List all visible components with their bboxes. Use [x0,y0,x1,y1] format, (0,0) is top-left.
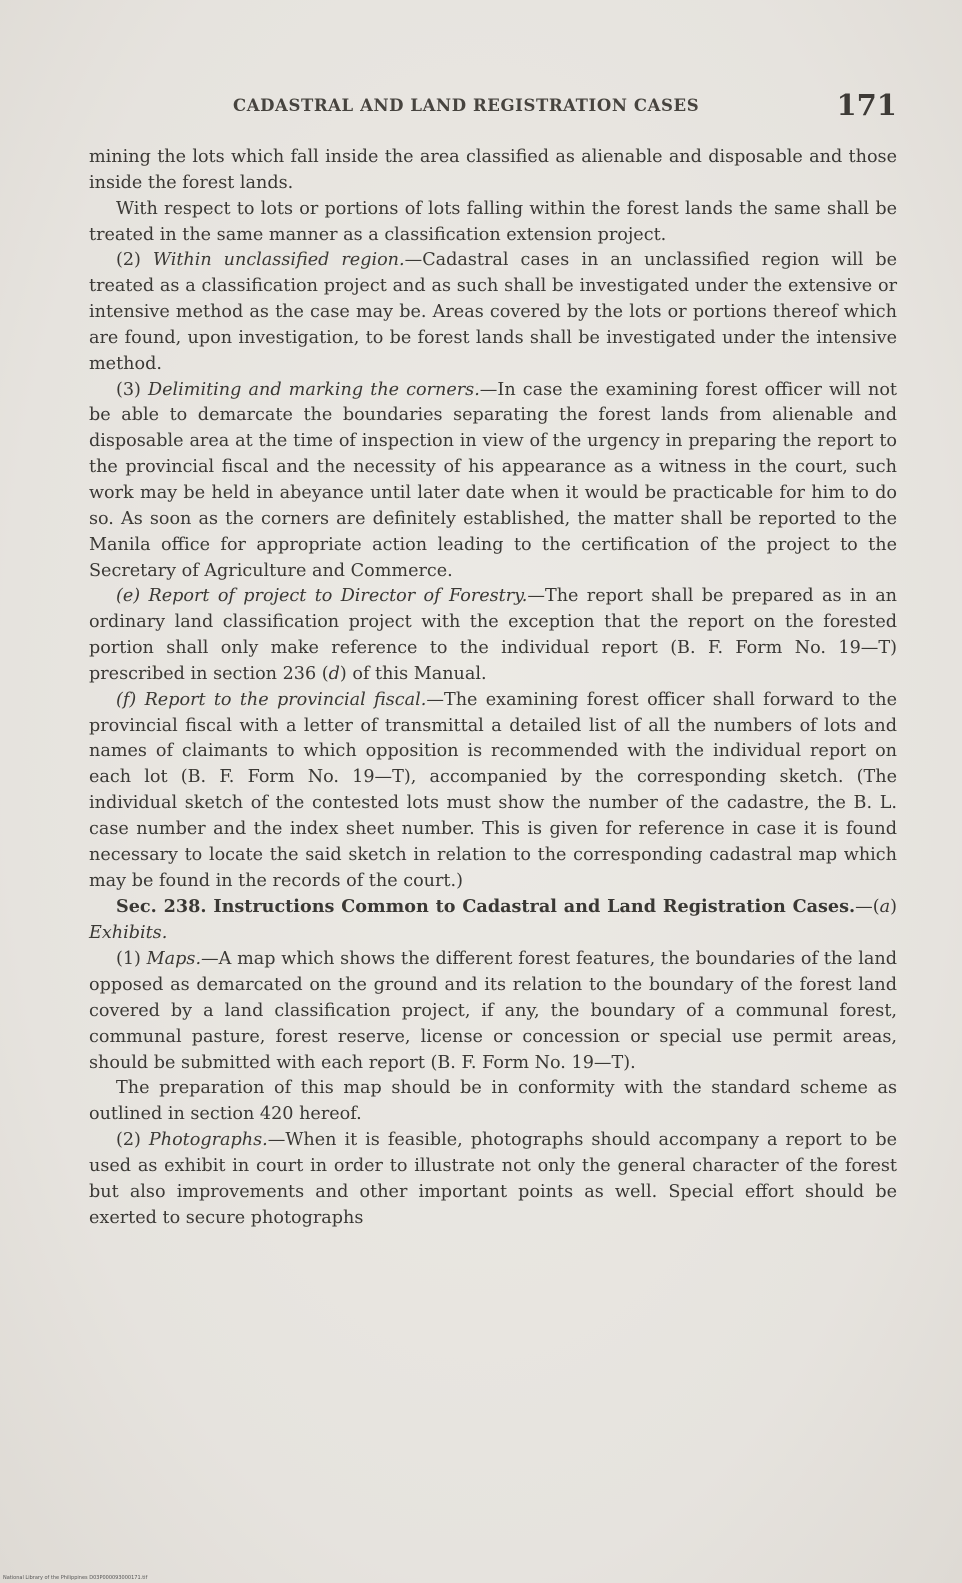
heading-report-fiscal: Report to the provincial fiscal. [144,689,427,710]
paragraph-report-fiscal: (f) Report to the provincial fiscal.—The examining forest officer shall forward to the provincial fiscal with a letter of transmittal a detailed list of all the numbers of lots and names of claimants to which opposition is recommended with the individual report on each lot (B. F. Form No. 19—T), accompanied by the corresponding sketch. (The individual sketch of the contested lots must show the number of the cadastre, the B. L. case number and the index sheet number. This is given for reference in case it is found necessary to locate the said sketch in relation to the corresponding cadastral map which may be found in the records of the court.) [89,689,898,891]
section-238-heading: Sec. 238. Instructions Common to Cadastral and Land Registration Cases.—(a) Exhibits. [89,896,897,944]
paragraph-delimiting-corners: (3) Delimiting and marking the corners.—In case the examining forest officer will not be able to demarcate the boundaries separating the forest lands from alienable and disposable area at the time of inspection in view of the urgency in preparing the report to the provincial fiscal and the necessity of his appearance as a witness in the court, such work may be held in abeyance until later date when it would be practicable for him to do so. As soon as the corners are definitely established, the matter shall be reported to the Manila office for appropriate action leading to the certification of the project to the Secretary of Agriculture and Commerce. [89,379,898,581]
paragraph-forest-lands: With respect to lots or portions of lots falling within the forest lands the same shall be treated in the same manner as a classification extension project. [89,198,897,245]
paragraph-map-preparation: The preparation of this map should be in conformity with the standard scheme as outlined in section 420 hereof. [89,1078,897,1125]
body-text [89,145,897,1231]
heading-photographs: Photographs. [148,1130,268,1151]
paragraph-continuation: mining the lots which fall inside the area classified as alienable and disposable and those inside the forest lands. [89,147,897,193]
scan-credit: National Library of the Philippines D03P000093000171.tif [3,1575,148,1581]
paragraph-photographs: (2) Photographs.—When it is feasible, photographs should accompany a report to be used as exhibit in court in order to illustrate not only the general character of the forest but also improvements and other important points as well. Special effort should be exerted to secure photographs [89,1130,898,1228]
heading-maps: Maps. [146,949,202,970]
paragraph-maps: (1) Maps.—A map which shows the different forest features, the boundaries of the land opposed as demarcated on the ground and its relation to the boundary of the forest land covered by a land classification project, if any, the boundary of a communal forest, communal pasture, forest reserve, license or concession or special use permit areas, should be submitted with each report (B. F. Form No. 19—T). [89,949,897,1073]
page-number: 171 [836,88,897,122]
heading-exhibits: Exhibits. [89,923,168,944]
heading-unclassified-region: Within unclassified region. [152,250,405,271]
paragraph-report-director: (e) Report of project to Director of Forestry.—The report shall be prepared as in an ordinary land classification project with the exception that the report on the forested portion shall only make reference to the individual report (B. F. Form No. 19—T) prescribed in section 236 (d) of this Manual. [89,586,898,684]
running-head: CADASTRAL AND LAND REGISTRATION CASES [233,96,700,115]
heading-report-director: Report of project to Director of Forestry. [148,586,528,607]
heading-delimiting-corners: Delimiting and marking the corners. [148,379,480,400]
paragraph-unclassified-region: (2) Within unclassified region.—Cadastral cases in an unclassified region will be treated as a classification project and as such shall be investigated under the extensive or intensive method as the case may be. Areas covered by the lots or portions thereof which are found, upon investigation, to be forest lands shall be investigated under the intensive method. [89,250,898,374]
section-title: Sec. 238. Instructions Common to Cadastral and Land Registration Cases. [116,896,856,918]
page-header [88,88,903,128]
